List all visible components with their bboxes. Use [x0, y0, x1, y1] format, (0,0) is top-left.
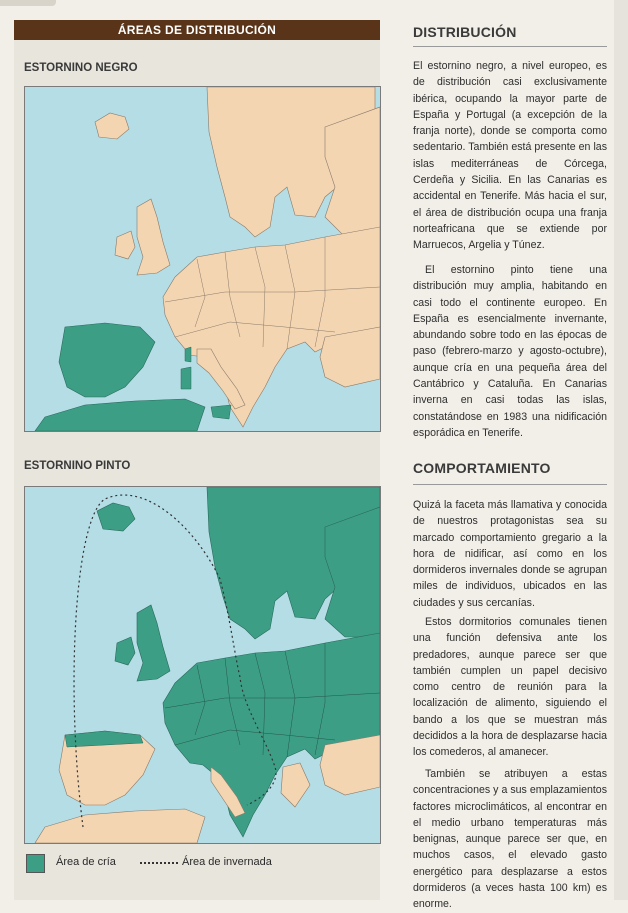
finland — [325, 507, 380, 637]
comportamiento-rule — [413, 484, 607, 485]
page-tab — [0, 0, 56, 6]
finland — [325, 107, 380, 237]
map1-title: ESTORNINO NEGRO — [24, 62, 138, 74]
wintering-area-line — [140, 862, 178, 864]
breeding-area-swatch — [26, 854, 45, 873]
comportamiento-paragraph-1: Quizá la faceta más llamativa y conocida de nuestros protagonistas sea su marcado comportamiento gregario a la hora de nidificar, así como en los dormideros invernales donde se agrupan miles de individuos, ubicados en las ciudades y sus cercanías. — [413, 499, 607, 609]
distribucion-heading: DISTRIBUCIÓN — [413, 24, 517, 40]
map2-title: ESTORNINO PINTO — [24, 460, 131, 472]
sicily — [211, 405, 231, 419]
page-edge — [614, 0, 628, 900]
distribucion-paragraph-2: El estornino pinto tiene una distribución muy amplia, habitando en casi todo el continente europeo. En España es esencialmente invernante, abundando sobre todo en las épocas de paso (febrero-marzo y agosto-octubre), aunque cría en una pequeña área del Cantábrico y Cataluña. En Canarias inverna en casi todas las islas, constatándose en 1983 una nidificación esporádica en Tenerife. — [413, 264, 607, 439]
comportamiento-paragraph-3: También se atribuyen a estas concentraciones y a sus emplazamientos factores microclimáticos, al encontrar en el medio urbano temperaturas más benignas, aunque parece ser que, en muchos casos, el elevado gasto energético para desplazarse a estos dormideros (a veces hasta 100 km) es enorme. — [413, 768, 607, 911]
distribution-banner: ÁREAS DE DISTRIBUCIÓN — [14, 20, 380, 40]
sardinia — [181, 367, 191, 389]
map-legend — [24, 852, 379, 874]
map-estornino-negro — [24, 86, 381, 432]
breeding-area-label: Área de cría — [56, 856, 116, 868]
corsica — [185, 347, 191, 362]
map-estornino-pinto — [24, 486, 381, 844]
distribucion-rule — [413, 46, 607, 47]
comportamiento-heading: COMPORTAMIENTO — [413, 460, 551, 476]
distribucion-paragraph-1: El estornino negro, a nivel europeo, es de distribución casi exclusivamente ibérica, ocupando la mayor parte de España y Portugal (a excepción de la franja norte), donde se comporta como sedentario. También está presente en las islas mediterráneas de Córcega, Cerdeña y Sicilia. En las Canarias es accidental en Tenerife. Más hacia el sur, el área de distribución ocupa una franja norteafricana que se extiende por Marruecos, Argelia y Túnez. — [413, 60, 607, 252]
turkey — [320, 327, 380, 387]
wintering-area-label: Área de invernada — [182, 856, 272, 868]
comportamiento-paragraph-2: Estos dormitorios comunales tienen una función defensiva ante los predadores, aunque parece ser que también cumplen un papel decisivo como centro de reunión para la localización de alimento, siguiendo el bando a los que se muestran más decididos a la hora de desplazarse hacia los comederos, al amanecer. — [413, 616, 607, 759]
turkey — [320, 735, 380, 795]
